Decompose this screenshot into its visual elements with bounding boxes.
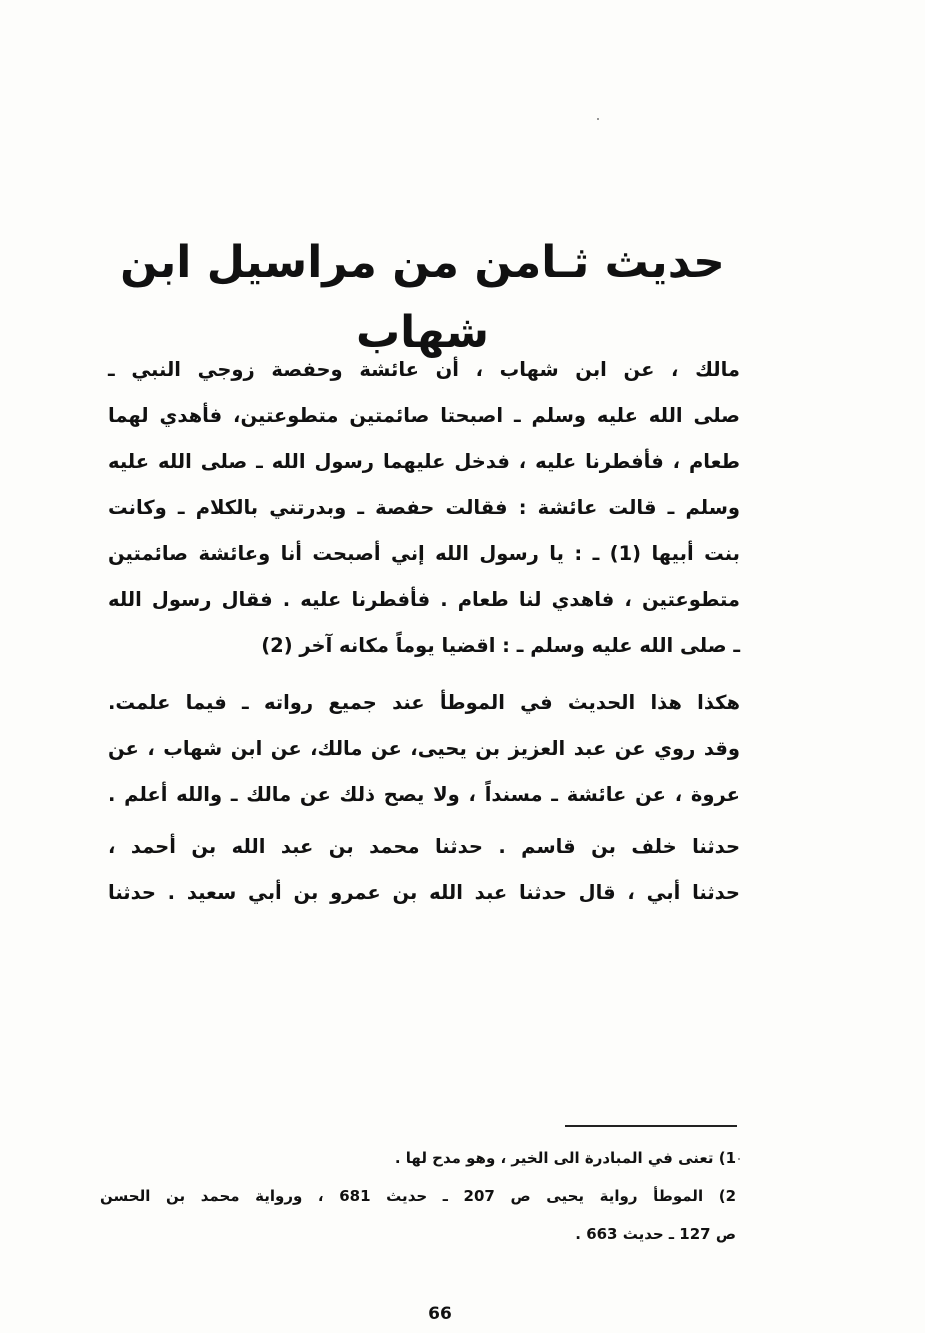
text-line: عروة ، عن عائشة ـ مسنداً ، ولا يصح ذلك عن مالك ـ والله أعلم . [108,783,740,806]
paragraph-1 [108,347,740,669]
footnote-2: 2) الموطأ رواية يحيى ص 207 ـ حديث 681 ، ورواية محمد بن الحسن [100,1187,736,1205]
text-line: وقد روي عن عبد العزيز بن يحيى، عن مالك، عن ابن شهاب ، عن [108,737,740,760]
chapter-title: حديث ثـامن من مراسيل ابن شهاب [120,237,725,358]
text-line: وسلم ـ قالت عائشة : فقالت حفصة ـ وبدرتني بالكلام ـ وكانت [108,496,740,519]
text-line: مالك ، عن ابن شهاب ، أن عائشة وحفصة زوجي النبي ـ [108,358,740,381]
footnote-divider [565,1125,737,1127]
paragraph-2 [108,680,740,818]
text-line: ـ صلى الله عليه وسلم ـ : اقضيا يوماً مكانه آخر (2) [261,634,740,657]
scan-speck [738,1158,740,1160]
text-line: بنت أبيها (1) ـ : يا رسول الله إني أصبحت أنا وعائشة صائمتين [108,542,740,565]
footnote-1: 1) تعنى في المبادرة الى الخير ، وهو مدح لها . [394,1149,736,1167]
text-line: طعام ، فأفطرنا عليه ، فدخل عليهما رسول الله ـ صلى الله عليه [108,450,740,473]
text-line: حدثنا أبي ، قال حدثنا عبد الله بن عمرو بن أبي سعيد . حدثنا [108,881,740,904]
text-line: صلى الله عليه وسلم ـ اصبحتا صائمتين متطوعتين، فأهدي لهما [108,404,740,427]
page-number: 66 [428,1304,452,1324]
text-line: حدثنا خلف بن قاسم . حدثنا محمد بن عبد الله بن أحمد ، [108,835,740,858]
text-line: متطوعتين ، فاهدي لنا طعام . فأفطرنا عليه . فقال رسول الله [108,588,740,611]
footnotes [100,1139,736,1253]
text-line: هكذا هذا الحديث في الموطأ عند جميع رواته ـ فيما علمت. [108,691,740,714]
footnote-2-continued: ص 127 ـ حديث 663 . [575,1225,736,1243]
scan-speck [597,118,599,120]
paragraph-3 [108,824,740,916]
